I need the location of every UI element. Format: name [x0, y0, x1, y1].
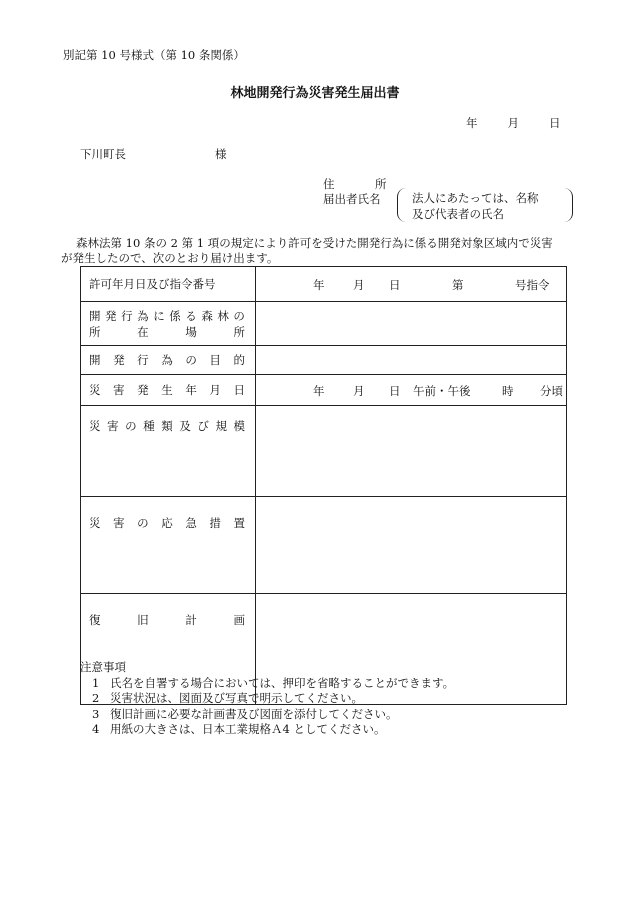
note-item: 1 氏名を自署する場合においては、押印を省略することができます。	[92, 675, 455, 690]
disaster-type-value-cell[interactable]	[256, 406, 567, 497]
disaster-ampm: 午前・午後	[413, 384, 471, 398]
permit-label: 許可年月日及び指令番号	[89, 277, 216, 291]
purpose-label: 開 発 行 為 の 目 的	[89, 353, 245, 367]
emergency-measures-value-cell[interactable]	[256, 497, 567, 594]
table-row	[81, 497, 567, 594]
reporter-name-label: 届出者氏名	[323, 192, 381, 206]
date-year: 年	[466, 116, 478, 130]
emergency-measures-label: 災 害 の 応 急 措 置	[89, 516, 245, 530]
addressee-honorific: 様	[215, 147, 227, 161]
disaster-day: 日	[389, 384, 401, 398]
addressee-name: 下川町長	[80, 147, 126, 161]
report-table	[80, 266, 567, 705]
permit-label-cell	[81, 267, 256, 302]
disaster-month: 月	[353, 384, 365, 398]
address-label-2: 所	[375, 177, 387, 191]
date-month: 月	[507, 116, 519, 130]
notes-heading: 注意事項	[80, 660, 126, 674]
addressee	[80, 146, 227, 162]
bracket-note-line2: 及び代表者の氏名	[412, 207, 504, 221]
table-row	[81, 346, 567, 375]
disaster-type-label-cell	[81, 406, 256, 497]
table-row	[81, 406, 567, 497]
forest-location-label-line2: 所 在 場 所	[89, 324, 245, 339]
disaster-date-label: 災 害 発 生 年 月 日	[89, 383, 245, 397]
disaster-minute: 分頃	[540, 384, 563, 398]
purpose-label-cell	[81, 346, 256, 375]
disaster-hour: 時	[502, 384, 514, 398]
address-label-1: 住	[323, 177, 335, 191]
emergency-measures-label-cell	[81, 497, 256, 594]
table-row	[81, 302, 567, 346]
note-item: 3 復旧計画に必要な計画書及び図面を添付してください。	[92, 706, 398, 721]
forest-location-label-cell	[81, 302, 256, 346]
disaster-date-value-cell[interactable]	[256, 375, 567, 406]
note-item: 2 災害状況は、図面及び写真で明示してください。	[92, 691, 363, 705]
forest-location-label-line1: 開 発 行 為 に 係 る 森 林 の	[89, 308, 245, 323]
recovery-plan-label: 復 旧 計 画	[89, 613, 245, 627]
forest-location-value-cell[interactable]	[256, 302, 567, 346]
bracket-note-line1: 法人にあたっては、名称	[412, 191, 539, 205]
permit-dai: 第	[452, 278, 464, 292]
disaster-type-label: 災 害 の 種 類 及 び 規 模	[89, 419, 245, 433]
disaster-date-label-cell	[81, 375, 256, 406]
form-number: 別記第 10 号様式（第 10 条関係）	[63, 48, 245, 62]
document-title: 林地開発行為災害発生届出書	[230, 86, 400, 101]
intro-line-2: が発生したので、次のとおり届け出ます。	[61, 250, 279, 265]
intro-paragraph	[63, 236, 593, 265]
permit-day: 日	[389, 278, 401, 292]
notes-section	[80, 660, 455, 738]
permit-value-cell[interactable]	[256, 267, 567, 302]
note-item: 4 用紙の大きさは、日本工業規格Ａ4 としてください。	[92, 722, 386, 736]
intro-line-1: 森林法第 10 条の 2 第 1 項の規定により許可を受けた開発行為に係る開発対象区域内で災害	[76, 236, 553, 250]
permit-shirei: 号指令	[515, 278, 550, 292]
table-row	[81, 375, 567, 406]
table-row	[81, 267, 567, 302]
purpose-value-cell[interactable]	[256, 346, 567, 375]
disaster-year: 年	[313, 384, 325, 398]
date-line	[466, 115, 561, 131]
address-label	[323, 176, 387, 192]
permit-month: 月	[353, 278, 365, 292]
date-day: 日	[549, 116, 561, 130]
permit-year: 年	[313, 278, 325, 292]
